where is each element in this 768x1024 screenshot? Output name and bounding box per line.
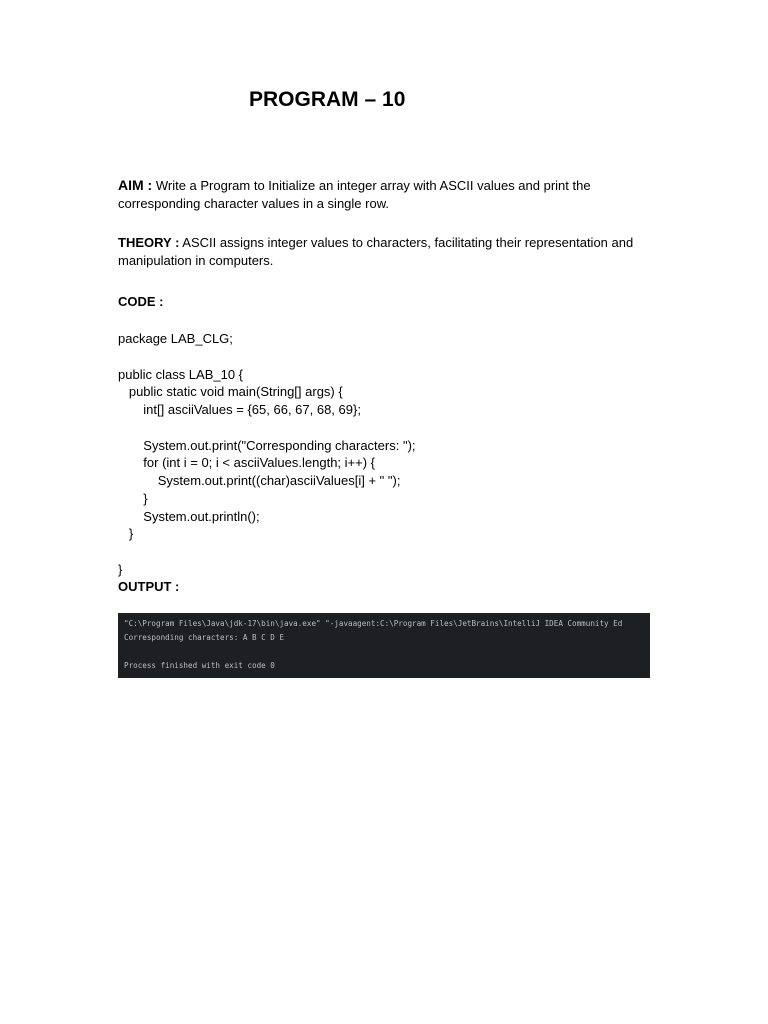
code-line: } bbox=[118, 561, 123, 577]
terminal-line: Process finished with exit code 0 bbox=[124, 661, 275, 670]
terminal-line bbox=[124, 645, 644, 659]
code-line: package LAB_CLG; bbox=[118, 331, 233, 346]
code-line: } bbox=[118, 526, 134, 542]
code-line: } bbox=[118, 490, 148, 506]
aim-section bbox=[118, 176, 650, 213]
code-block bbox=[118, 330, 416, 579]
theory-section bbox=[118, 234, 650, 270]
page-title: PROGRAM – 10 bbox=[249, 88, 406, 111]
aim-text: Write a Program to Initialize an integer array with ASCII values and print the corresponding character values in a single row. bbox=[118, 178, 591, 211]
code-line bbox=[118, 419, 416, 437]
terminal-line: Corresponding characters: A B C D E bbox=[124, 633, 285, 642]
terminal-line: "C:\Program Files\Java\jdk-17\bin\java.exe" "-javaagent:C:\Program Files\JetBrains\IntelliJ IDEA Community Ed bbox=[124, 619, 623, 628]
code-line bbox=[118, 543, 416, 561]
code-line: System.out.println(); bbox=[118, 508, 260, 524]
code-line: int[] asciiValues = {65, 66, 67, 68, 69}; bbox=[118, 402, 361, 417]
code-line bbox=[118, 348, 416, 366]
code-line: public class LAB_10 { bbox=[118, 366, 244, 382]
code-line: public static void main(String[] args) { bbox=[118, 384, 343, 400]
code-line: for (int i = 0; i < asciiValues.length; i++) { bbox=[118, 455, 375, 471]
theory-text: ASCII assigns integer values to characters, facilitating their representation and manipulation in computers. bbox=[118, 235, 634, 268]
code-heading: CODE : bbox=[118, 294, 164, 309]
terminal-output-screenshot bbox=[118, 613, 650, 678]
code-line: System.out.print("Corresponding characters: "); bbox=[118, 437, 416, 453]
code-line: System.out.print((char)asciiValues[i] + " "); bbox=[118, 473, 401, 488]
output-heading: OUTPUT : bbox=[118, 579, 180, 594]
aim-label: AIM : bbox=[118, 177, 153, 193]
theory-label: THEORY : bbox=[118, 235, 180, 250]
